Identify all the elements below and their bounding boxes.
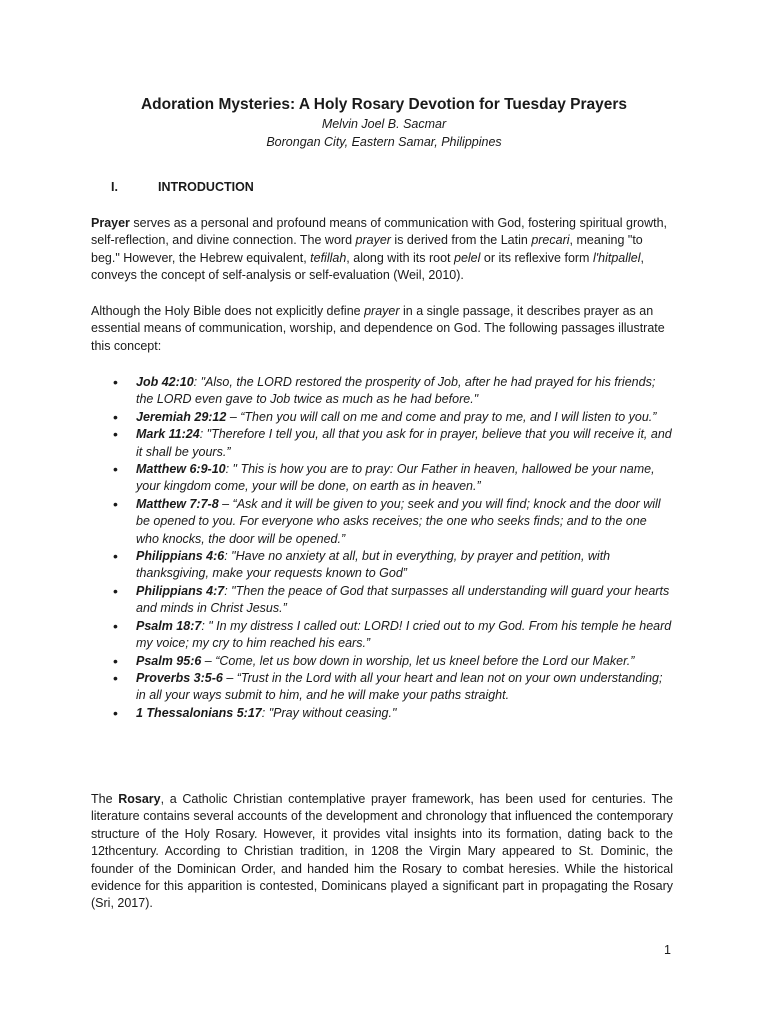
list-item: • Philippians 4:7: "Then the peace of God that surpasses all understanding will guard your hearts and minds in Christ Jesus.”	[91, 583, 673, 618]
list-item: • Matthew 7:7-8 – “Ask and it will be given to you; seek and you will find; knock and the door will be opened to you. For everyone who asks receives; the one who seeks finds; and to the one who knocks, the door will be opened.”	[91, 496, 673, 548]
list-item: • Psalm 95:6 – “Come, let us bow down in worship, let us kneel before the Lord our Maker.”	[91, 653, 673, 670]
list-item: • Jeremiah 29:12 – “Then you will call on me and come and pray to me, and I will listen to you.”	[91, 409, 673, 426]
scripture-list	[91, 374, 673, 722]
list-item: • Proverbs 3:5-6 – “Trust in the Lord with all your heart and lean not on your own understanding; in all your ways submit to him, and he will make your paths straight.	[91, 670, 673, 705]
list-item: • 1 Thessalonians 5:17: "Pray without ceasing."	[91, 705, 673, 722]
document-author: Melvin Joel B. Sacmar	[321, 117, 447, 131]
term-rosary: Rosary	[118, 792, 161, 806]
document-title: Adoration Mysteries: A Holy Rosary Devotion for Tuesday Prayers	[140, 96, 628, 113]
document-location: Borongan City, Eastern Samar, Philippines	[266, 135, 502, 149]
section-number: I.	[111, 180, 118, 194]
intro-paragraph-prayer: Prayer serves as a personal and profound means of communication with God, fostering spiritual growth, self-reflection, and divine connection. The word prayer is derived from the Latin precari, meaning "to beg." However, the Hebrew equivalent, tefillah, along with its root pelel or its reflexive form l'hitpallel, conveys the concept of self-analysis or self-evaluation (Weil, 2010).	[91, 216, 668, 283]
page-number: 1	[664, 943, 671, 957]
list-item: • Job 42:10: "Also, the LORD restored the prosperity of Job, after he had prayed for his friends; the LORD even gave to Job twice as much as he had before."	[91, 374, 673, 409]
list-item: • Psalm 18:7: " In my distress I called out: LORD! I cried out to my God. From his temple he heard my voice; my cry to him reached his ears.”	[91, 618, 673, 653]
list-item: • Philippians 4:6: "Have no anxiety at all, but in everything, by prayer and petition, with thanksgiving, make your requests known to God”	[91, 548, 673, 583]
term-prayer: Prayer	[91, 216, 130, 230]
list-item: • Matthew 6:9-10: " This is how you are to pray: Our Father in heaven, hallowed be your name, your kingdom come, your will be done, on earth as in heaven.”	[91, 461, 673, 496]
section-title: INTRODUCTION	[158, 180, 254, 194]
intro-paragraph-bible: Although the Holy Bible does not explicitly define prayer in a single passage, it describes prayer as an essential means of communication, worship, and dependence on God. The following passages illustrate this concept:	[91, 304, 665, 353]
rosary-paragraph: The Rosary, a Catholic Christian contemplative prayer framework, has been used for centuries. The literature contains several accounts of the development and chronology that influenced the contemporary structure of the Holy Rosary. However, it provides vital insights into its formation, dating back to the 12thcentury. According to Christian tradition, in 1208 the Virgin Mary appeared to St. Dominic, the founder of the Dominican Order, and handed him the Rosary to combat heresies. While the historical evidence for this apparition is contested, Dominicans played a significant part in propagating the Rosary (Sri, 2017).	[91, 792, 673, 911]
list-item: • Mark 11:24: "Therefore I tell you, all that you ask for in prayer, believe that you will receive it, and it shall be yours.”	[91, 426, 673, 461]
